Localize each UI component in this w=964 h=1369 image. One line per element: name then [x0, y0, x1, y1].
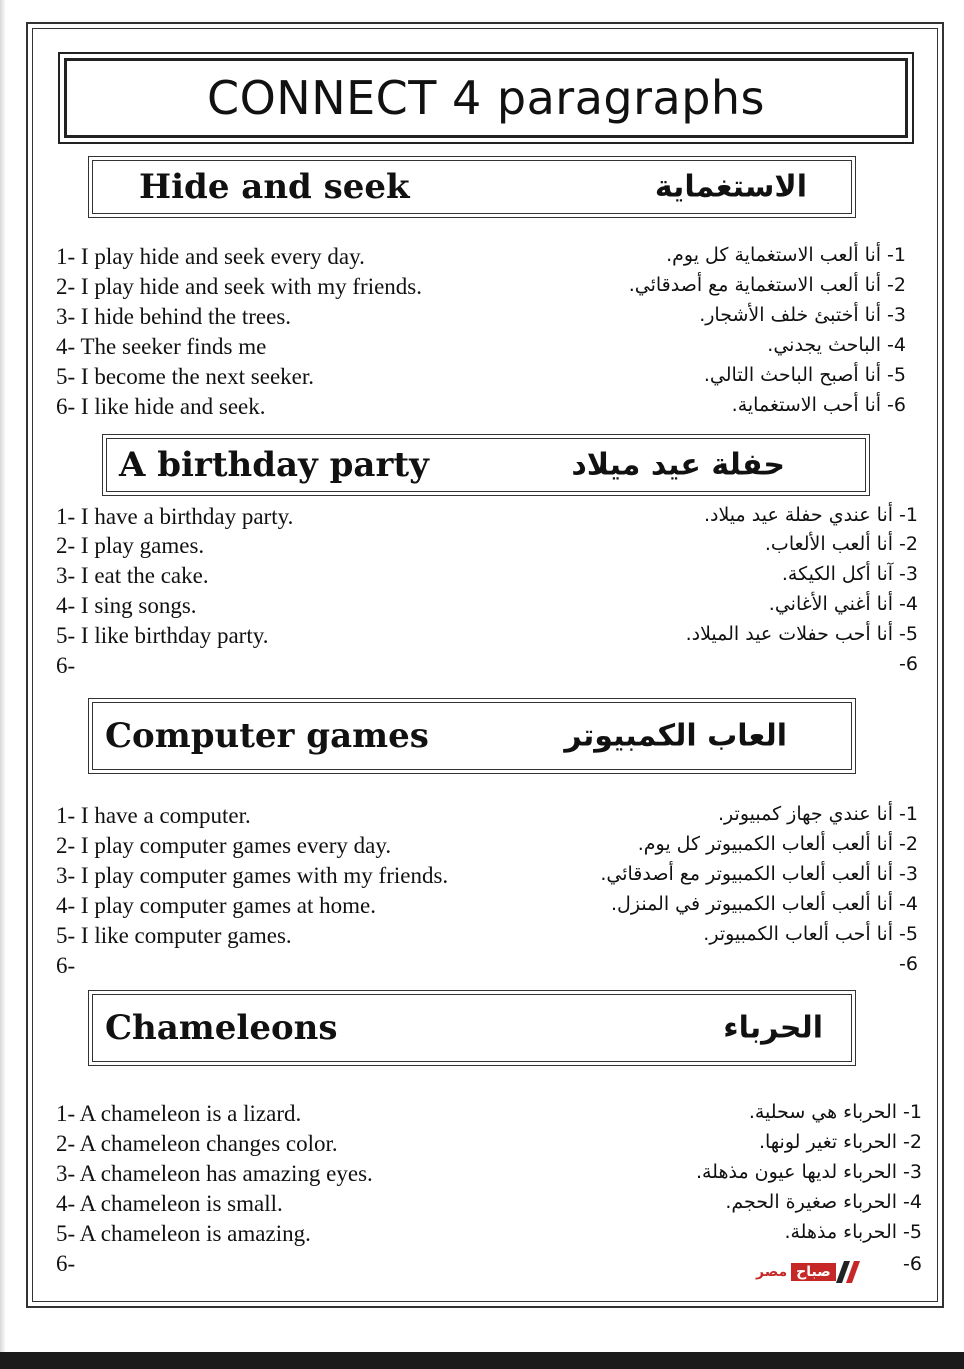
- arabic-sentence: 1- أنا عندي حفلة عيد ميلاد.: [703, 504, 918, 526]
- list-item: [56, 863, 922, 893]
- list-item: [56, 533, 922, 563]
- english-sentence: 1- I have a computer.: [56, 803, 251, 828]
- arabic-sentence: 3- آنا أكل الكيكة.: [781, 563, 918, 585]
- list-item: [56, 893, 922, 923]
- list-item: [56, 1131, 922, 1161]
- heading-arabic: العاب الكمبيوتر: [564, 718, 787, 754]
- arabic-sentence: 6-: [903, 1253, 922, 1275]
- arabic-sentence: 6- أنا أحب الاستغماية.: [731, 394, 906, 416]
- title-box-inner: [64, 58, 908, 138]
- arabic-sentence: 4- أنا ألعب ألعاب الكمبيوتر في المنزل.: [611, 893, 918, 915]
- english-sentence: 1- I have a birthday party.: [56, 504, 294, 529]
- heading-arabic: الحرباء: [723, 1010, 823, 1046]
- english-sentence: 2- I play hide and seek with my friends.: [56, 274, 422, 299]
- watermark-logo: [756, 1259, 856, 1285]
- english-sentence: 3- I hide behind the trees.: [56, 304, 292, 329]
- arabic-sentence: 6-: [899, 653, 918, 675]
- section-heading-computer-games: [88, 698, 856, 774]
- arabic-sentence: 3- الحرباء لديها عيون مذهلة.: [695, 1161, 922, 1183]
- list-item: [56, 504, 922, 534]
- section-heading-birthday-party: [102, 434, 870, 496]
- bottom-bar: [0, 1352, 964, 1369]
- list-item: [56, 563, 922, 593]
- english-sentence: 5- I become the next seeker.: [56, 364, 314, 389]
- english-sentence: 4- A chameleon is small.: [56, 1191, 283, 1216]
- section-heading-hide-and-seek: [88, 156, 856, 218]
- arabic-sentence: 1- أنا ألعب الاستغماية كل يوم.: [666, 244, 906, 266]
- english-sentence: 6-: [56, 653, 76, 678]
- section-heading-chameleons: [88, 990, 856, 1066]
- list-item: [56, 394, 922, 424]
- arabic-sentence: 1- أنا عندي جهاز كمبيوتر.: [718, 803, 918, 825]
- watermark-word-sabah: صباح: [791, 1263, 836, 1281]
- list-item: [56, 923, 922, 953]
- english-sentence: 1- A chameleon is a lizard.: [56, 1101, 302, 1126]
- english-sentence: 6-: [56, 1251, 76, 1276]
- arabic-sentence: 3- أنا ألعب ألعاب الكمبيوتر مع أصدقائي.: [600, 863, 918, 885]
- list-item: [56, 304, 922, 334]
- heading-arabic: حفلة عيد ميلاد: [571, 447, 785, 483]
- heading-english: Hide and seek: [139, 167, 410, 207]
- heading-arabic: الاستغماية: [654, 169, 807, 205]
- list-item: [56, 274, 922, 304]
- english-sentence: 3- I eat the cake.: [56, 563, 209, 588]
- list-item: [56, 334, 922, 364]
- list-item: [56, 803, 922, 833]
- english-sentence: 3- I play computer games with my friends.: [56, 863, 449, 888]
- english-sentence: 5- I like computer games.: [56, 923, 292, 948]
- english-sentence: 4- I sing songs.: [56, 593, 197, 618]
- list-item: [56, 833, 922, 863]
- english-sentence: 3- A chameleon has amazing eyes.: [56, 1161, 373, 1186]
- arabic-sentence: 1- الحرباء هي سحلية.: [748, 1101, 922, 1123]
- list-item: [56, 953, 922, 983]
- list-item: [56, 1221, 922, 1251]
- list-item: [56, 1161, 922, 1191]
- english-sentence: 2- I play games.: [56, 533, 205, 558]
- watermark-word-misr: مصر: [756, 1264, 788, 1280]
- english-sentence: 4- I play computer games at home.: [56, 893, 376, 918]
- arabic-sentence: 3- أنا أختبئ خلف الأشجار.: [699, 304, 906, 326]
- english-sentence: 4- The seeker finds me: [56, 334, 267, 359]
- arabic-sentence: 5- الحرباء مذهلة.: [784, 1221, 922, 1243]
- list-item: [56, 1101, 922, 1131]
- page-title: CONNECT 4 paragraphs: [206, 71, 766, 125]
- title-box: [58, 52, 914, 144]
- arabic-sentence: 4- الباحث يجدني.: [767, 334, 906, 356]
- arabic-sentence: 4- الحرباء صغيرة الحجم.: [725, 1191, 922, 1213]
- arabic-sentence: 2- أنا ألعب الاستغماية مع أصدقائي.: [628, 274, 906, 296]
- arabic-sentence: 5- أنا أصبح الباحث التالي.: [703, 364, 906, 386]
- english-sentence: 6-: [56, 953, 76, 978]
- arabic-sentence: 5- أنا أحب حفلات عيد الميلاد.: [685, 623, 918, 645]
- heading-english: A birthday party: [119, 445, 429, 485]
- arabic-sentence: 2- أنا ألعب الألعاب.: [764, 533, 918, 555]
- english-sentence: 2- I play computer games every day.: [56, 833, 392, 858]
- list-item: [56, 593, 922, 623]
- arabic-sentence: 6-: [899, 953, 918, 975]
- heading-english: Computer games: [105, 716, 429, 756]
- list-item: [56, 244, 922, 274]
- arabic-sentence: 5- أنا أحب ألعاب الكمبيوتر.: [703, 923, 918, 945]
- list-item: [56, 364, 922, 394]
- english-sentence: 5- A chameleon is amazing.: [56, 1221, 311, 1246]
- english-sentence: 1- I play hide and seek every day.: [56, 244, 365, 269]
- list-item: [56, 1191, 922, 1221]
- english-sentence: 2- A chameleon changes color.: [56, 1131, 338, 1156]
- arabic-sentence: 2- الحرباء تغير لونها.: [758, 1131, 922, 1153]
- arabic-sentence: 4- أنا أغني الأغاني.: [768, 593, 918, 615]
- arabic-sentence: 2- أنا ألعب ألعاب الكمبيوتر كل يوم.: [637, 833, 918, 855]
- english-sentence: 6- I like hide and seek.: [56, 394, 266, 419]
- heading-english: Chameleons: [105, 1008, 338, 1048]
- english-sentence: 5- I like birthday party.: [56, 623, 269, 648]
- list-item: [56, 653, 922, 683]
- page-edge-shadow: [0, 0, 6, 1352]
- list-item: [56, 623, 922, 653]
